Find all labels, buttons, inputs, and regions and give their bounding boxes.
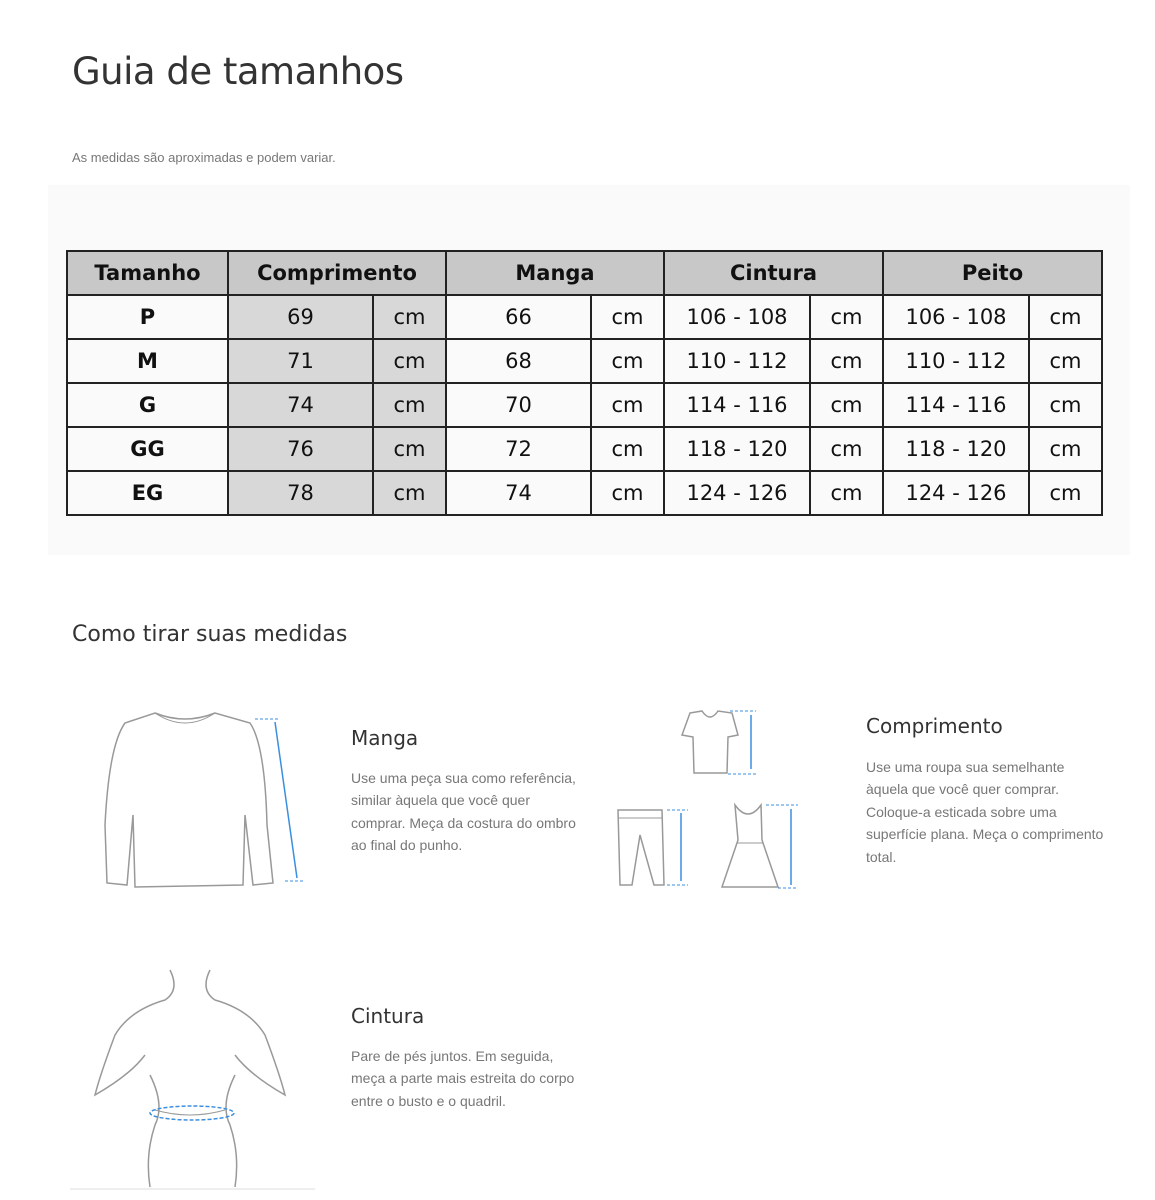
size-cell: GG bbox=[67, 427, 228, 471]
table-row bbox=[67, 295, 1102, 339]
manga-unit: cm bbox=[591, 339, 664, 383]
table-row bbox=[67, 427, 1102, 471]
size-cell: G bbox=[67, 383, 228, 427]
peito-unit: cm bbox=[1029, 339, 1102, 383]
cintura-guide-title: Cintura bbox=[351, 1004, 425, 1028]
cintura-unit: cm bbox=[810, 339, 883, 383]
comprimento-value: 71 bbox=[228, 339, 373, 383]
body-waist-illustration-icon bbox=[70, 965, 320, 1195]
header-tamanho: Tamanho bbox=[67, 251, 228, 295]
peito-unit: cm bbox=[1029, 427, 1102, 471]
manga-value: 68 bbox=[446, 339, 591, 383]
manga-unit: cm bbox=[591, 295, 664, 339]
header-cintura: Cintura bbox=[664, 251, 883, 295]
manga-value: 70 bbox=[446, 383, 591, 427]
cintura-guide-text: Pare de pés juntos. Em seguida, meça a parte mais estreita do corpo entre o busto e o quadril. bbox=[351, 1048, 575, 1109]
peito-unit: cm bbox=[1029, 471, 1102, 515]
comprimento-value: 78 bbox=[228, 471, 373, 515]
peito-value: 118 - 120 bbox=[883, 427, 1029, 471]
manga-value: 66 bbox=[446, 295, 591, 339]
cintura-unit: cm bbox=[810, 383, 883, 427]
peito-value: 110 - 112 bbox=[883, 339, 1029, 383]
subtitle: As medidas são aproximadas e podem variar. bbox=[72, 150, 336, 165]
comprimento-value: 69 bbox=[228, 295, 373, 339]
peito-unit: cm bbox=[1029, 383, 1102, 427]
comprimento-unit: cm bbox=[373, 339, 446, 383]
header-comprimento: Comprimento bbox=[228, 251, 446, 295]
size-cell: EG bbox=[67, 471, 228, 515]
cintura-unit: cm bbox=[810, 295, 883, 339]
header-manga: Manga bbox=[446, 251, 664, 295]
table-row bbox=[67, 339, 1102, 383]
cintura-value: 118 - 120 bbox=[664, 427, 810, 471]
comprimento-guide-text: Use uma roupa sua semelhante àquela que você quer comprar. Coloque-a esticada sobre uma superfície plana. Meça o comprimento total. bbox=[866, 759, 1104, 865]
manga-guide-title: Manga bbox=[351, 726, 419, 750]
comprimento-unit: cm bbox=[373, 383, 446, 427]
cintura-value: 106 - 108 bbox=[664, 295, 810, 339]
cintura-unit: cm bbox=[810, 471, 883, 515]
size-cell: M bbox=[67, 339, 228, 383]
manga-value: 72 bbox=[446, 427, 591, 471]
table-row bbox=[67, 471, 1102, 515]
size-cell: P bbox=[67, 295, 228, 339]
table-row bbox=[67, 383, 1102, 427]
garments-length-illustration-icon bbox=[610, 705, 810, 895]
manga-unit: cm bbox=[591, 471, 664, 515]
comprimento-unit: cm bbox=[373, 427, 446, 471]
peito-value: 106 - 108 bbox=[883, 295, 1029, 339]
header-peito: Peito bbox=[883, 251, 1102, 295]
comprimento-value: 74 bbox=[228, 383, 373, 427]
how-to-measure-title: Como tirar suas medidas bbox=[72, 622, 348, 647]
cintura-value: 124 - 126 bbox=[664, 471, 810, 515]
comprimento-value: 76 bbox=[228, 427, 373, 471]
comprimento-unit: cm bbox=[373, 295, 446, 339]
peito-value: 124 - 126 bbox=[883, 471, 1029, 515]
cintura-unit: cm bbox=[810, 427, 883, 471]
comprimento-guide-title: Comprimento bbox=[866, 714, 1003, 738]
cintura-value: 110 - 112 bbox=[664, 339, 810, 383]
peito-unit: cm bbox=[1029, 295, 1102, 339]
page-title: Guia de tamanhos bbox=[72, 50, 404, 93]
comprimento-unit: cm bbox=[373, 471, 446, 515]
manga-value: 74 bbox=[446, 471, 591, 515]
manga-unit: cm bbox=[591, 427, 664, 471]
manga-unit: cm bbox=[591, 383, 664, 427]
sweater-illustration-icon bbox=[85, 705, 310, 895]
peito-value: 114 - 116 bbox=[883, 383, 1029, 427]
size-table bbox=[66, 250, 1103, 516]
manga-guide-text: Use uma peça sua como referência, similar àquela que você quer comprar. Meça da costura do ombro ao final do punho. bbox=[351, 770, 576, 854]
cintura-value: 114 - 116 bbox=[664, 383, 810, 427]
table-header bbox=[67, 251, 1102, 295]
